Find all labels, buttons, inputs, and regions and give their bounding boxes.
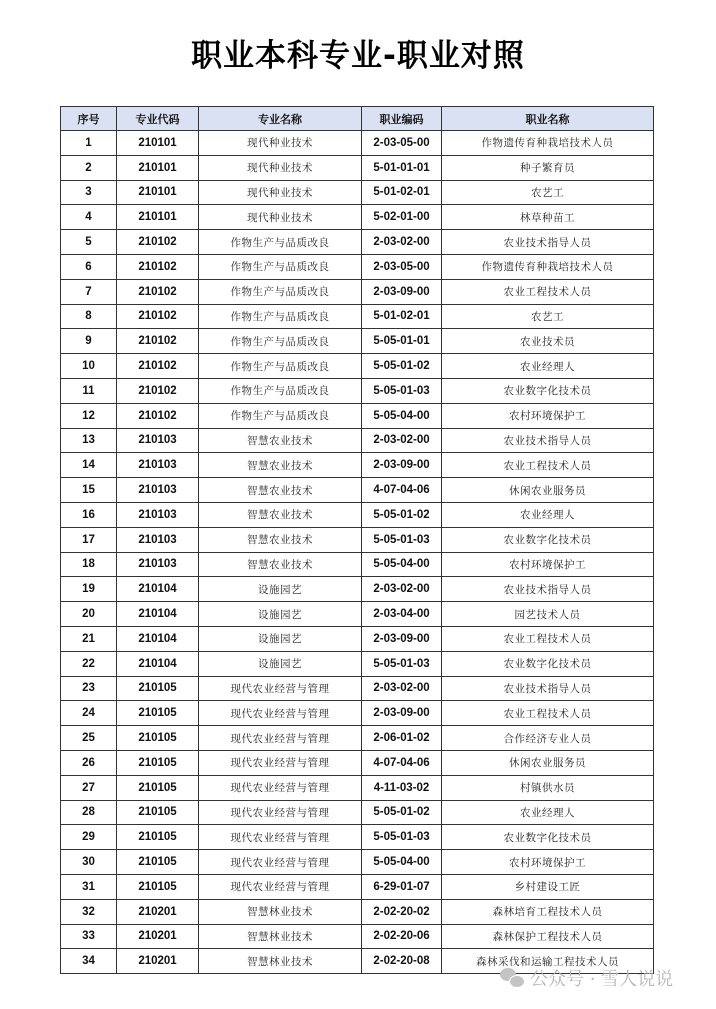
table-row [61,577,654,602]
row-index-cell: 3 [61,180,117,205]
occupation-code-cell: 2-03-05-00 [362,254,442,279]
table-row [61,378,654,403]
occupation-name-cell: 农业技术指导人员 [442,230,654,255]
occupation-name-cell: 作物遗传育种栽培技术人员 [442,131,654,156]
major-code-cell: 210101 [117,155,199,180]
header-index: 序号 [61,107,117,131]
major-name-cell: 现代农业经营与管理 [199,775,362,800]
row-index-cell: 16 [61,502,117,527]
major-name-cell: 作物生产与品质改良 [199,304,362,329]
major-name-cell: 现代农业经营与管理 [199,750,362,775]
row-index-cell: 4 [61,205,117,230]
occupation-code-cell: 2-03-09-00 [362,701,442,726]
row-index-cell: 20 [61,602,117,627]
row-index-cell: 11 [61,378,117,403]
major-code-cell: 210105 [117,775,199,800]
major-name-cell: 作物生产与品质改良 [199,354,362,379]
occupation-code-cell: 4-07-04-06 [362,750,442,775]
major-name-cell: 设施园艺 [199,602,362,627]
occupation-name-cell: 林草种苗工 [442,205,654,230]
table-row [61,329,654,354]
occupation-code-cell: 5-05-01-01 [362,329,442,354]
table-row [61,651,654,676]
table-row [61,850,654,875]
occupation-code-cell: 4-07-04-06 [362,478,442,503]
occupation-name-cell: 森林培育工程技术人员 [442,899,654,924]
row-index-cell: 24 [61,701,117,726]
major-code-cell: 210102 [117,230,199,255]
major-code-cell: 210105 [117,825,199,850]
occupation-name-cell: 农业数字化技术员 [442,825,654,850]
row-index-cell: 33 [61,924,117,949]
table-row [61,552,654,577]
major-code-cell: 210104 [117,626,199,651]
occupation-code-cell: 5-01-01-01 [362,155,442,180]
table-header-row [61,107,654,131]
major-name-cell: 现代农业经营与管理 [199,676,362,701]
table-row [61,701,654,726]
major-code-cell: 210105 [117,874,199,899]
row-index-cell: 26 [61,750,117,775]
major-name-cell: 智慧农业技术 [199,502,362,527]
occupation-name-cell: 农艺工 [442,304,654,329]
occupation-name-cell: 休闲农业服务员 [442,478,654,503]
major-code-cell: 210102 [117,329,199,354]
occupation-code-cell: 2-03-02-00 [362,676,442,701]
major-code-cell: 210101 [117,131,199,156]
table-row [61,254,654,279]
row-index-cell: 14 [61,453,117,478]
major-occupation-table [60,106,654,974]
major-code-cell: 210101 [117,180,199,205]
table-row [61,750,654,775]
table-row [61,800,654,825]
occupation-name-cell: 休闲农业服务员 [442,750,654,775]
occupation-code-cell: 2-03-02-00 [362,577,442,602]
row-index-cell: 1 [61,131,117,156]
table-row [61,527,654,552]
row-index-cell: 7 [61,279,117,304]
major-code-cell: 210103 [117,552,199,577]
table-row [61,205,654,230]
occupation-code-cell: 2-03-05-00 [362,131,442,156]
major-name-cell: 现代种业技术 [199,131,362,156]
wechat-icon [500,968,524,988]
occupation-code-cell: 5-05-01-02 [362,800,442,825]
row-index-cell: 22 [61,651,117,676]
major-code-cell: 210102 [117,354,199,379]
row-index-cell: 19 [61,577,117,602]
table-row [61,453,654,478]
table-row [61,180,654,205]
table-row [61,155,654,180]
major-code-cell: 210104 [117,577,199,602]
occupation-code-cell: 5-01-02-01 [362,180,442,205]
header-occupation-name: 职业名称 [442,107,654,131]
occupation-name-cell: 农业经理人 [442,800,654,825]
watermark-text: 公众号 · 雪人说说 [530,969,674,990]
row-index-cell: 18 [61,552,117,577]
major-name-cell: 设施园艺 [199,651,362,676]
table-row [61,478,654,503]
occupation-name-cell: 农村环境保护工 [442,850,654,875]
occupation-name-cell: 农业技术指导人员 [442,676,654,701]
occupation-name-cell: 合作经济专业人员 [442,726,654,751]
row-index-cell: 34 [61,949,117,974]
major-name-cell: 智慧林业技术 [199,899,362,924]
major-code-cell: 210105 [117,750,199,775]
table-row [61,304,654,329]
occupation-code-cell: 2-03-09-00 [362,279,442,304]
major-name-cell: 现代种业技术 [199,155,362,180]
major-name-cell: 作物生产与品质改良 [199,378,362,403]
occupation-name-cell: 农村环境保护工 [442,403,654,428]
occupation-code-cell: 5-05-01-03 [362,825,442,850]
major-code-cell: 210103 [117,428,199,453]
occupation-code-cell: 5-05-01-03 [362,527,442,552]
occupation-code-cell: 5-05-01-02 [362,354,442,379]
watermark [500,965,673,991]
major-code-cell: 210102 [117,304,199,329]
occupation-name-cell: 森林保护工程技术人员 [442,924,654,949]
major-name-cell: 智慧农业技术 [199,527,362,552]
row-index-cell: 9 [61,329,117,354]
occupation-code-cell: 5-02-01-00 [362,205,442,230]
occupation-code-cell: 5-05-01-03 [362,651,442,676]
major-code-cell: 210103 [117,502,199,527]
occupation-name-cell: 农业经理人 [442,502,654,527]
major-code-cell: 210102 [117,279,199,304]
occupation-code-cell: 4-11-03-02 [362,775,442,800]
major-name-cell: 设施园艺 [199,626,362,651]
major-name-cell: 现代农业经营与管理 [199,850,362,875]
row-index-cell: 27 [61,775,117,800]
major-code-cell: 210201 [117,924,199,949]
major-code-cell: 210105 [117,701,199,726]
occupation-name-cell: 农业数字化技术员 [442,527,654,552]
occupation-code-cell: 2-03-09-00 [362,626,442,651]
table-row [61,428,654,453]
header-occupation-code: 职业编码 [362,107,442,131]
occupation-name-cell: 作物遗传育种栽培技术人员 [442,254,654,279]
major-code-cell: 210104 [117,651,199,676]
row-index-cell: 13 [61,428,117,453]
occupation-name-cell: 农业技术指导人员 [442,577,654,602]
row-index-cell: 12 [61,403,117,428]
occupation-name-cell: 农业技术指导人员 [442,428,654,453]
occupation-code-cell: 2-02-20-08 [362,949,442,974]
row-index-cell: 30 [61,850,117,875]
major-code-cell: 210103 [117,478,199,503]
occupation-code-cell: 2-06-01-02 [362,726,442,751]
major-name-cell: 现代农业经营与管理 [199,800,362,825]
occupation-name-cell: 农艺工 [442,180,654,205]
major-name-cell: 智慧林业技术 [199,949,362,974]
major-name-cell: 智慧农业技术 [199,552,362,577]
occupation-code-cell: 5-05-01-02 [362,502,442,527]
table-row [61,502,654,527]
major-name-cell: 现代种业技术 [199,205,362,230]
occupation-code-cell: 2-03-09-00 [362,453,442,478]
major-name-cell: 智慧林业技术 [199,924,362,949]
major-code-cell: 210104 [117,602,199,627]
major-code-cell: 210101 [117,205,199,230]
major-code-cell: 210105 [117,800,199,825]
major-name-cell: 作物生产与品质改良 [199,230,362,255]
major-name-cell: 现代农业经营与管理 [199,701,362,726]
table-row [61,230,654,255]
occupation-code-cell: 5-05-04-00 [362,403,442,428]
occupation-name-cell: 村镇供水员 [442,775,654,800]
major-name-cell: 智慧农业技术 [199,453,362,478]
major-code-cell: 210103 [117,453,199,478]
occupation-code-cell: 2-03-02-00 [362,230,442,255]
table-row [61,924,654,949]
occupation-name-cell: 森林采伐和运输工程技术人员 [442,949,654,974]
occupation-name-cell: 农业工程技术人员 [442,453,654,478]
row-index-cell: 6 [61,254,117,279]
occupation-code-cell: 2-02-20-06 [362,924,442,949]
table-row [61,131,654,156]
occupation-code-cell: 5-05-04-00 [362,850,442,875]
major-code-cell: 210103 [117,527,199,552]
table-row [61,899,654,924]
major-code-cell: 210102 [117,378,199,403]
major-name-cell: 作物生产与品质改良 [199,279,362,304]
occupation-name-cell: 农业数字化技术员 [442,378,654,403]
table-row [61,775,654,800]
major-code-cell: 210105 [117,850,199,875]
table-row [61,602,654,627]
major-name-cell: 作物生产与品质改良 [199,329,362,354]
table-row [61,825,654,850]
occupation-name-cell: 农业工程技术人员 [442,626,654,651]
major-code-cell: 210102 [117,403,199,428]
occupation-code-cell: 5-05-01-03 [362,378,442,403]
row-index-cell: 10 [61,354,117,379]
occupation-name-cell: 农村环境保护工 [442,552,654,577]
row-index-cell: 15 [61,478,117,503]
table-row [61,403,654,428]
occupation-code-cell: 5-05-04-00 [362,552,442,577]
major-name-cell: 设施园艺 [199,577,362,602]
occupation-code-cell: 2-03-02-00 [362,428,442,453]
header-major-code: 专业代码 [117,107,199,131]
major-code-cell: 210201 [117,949,199,974]
major-name-cell: 现代种业技术 [199,180,362,205]
occupation-name-cell: 农业工程技术人员 [442,701,654,726]
major-code-cell: 210201 [117,899,199,924]
row-index-cell: 2 [61,155,117,180]
row-index-cell: 21 [61,626,117,651]
major-name-cell: 智慧农业技术 [199,428,362,453]
major-name-cell: 现代农业经营与管理 [199,825,362,850]
row-index-cell: 31 [61,874,117,899]
table-row [61,354,654,379]
row-index-cell: 17 [61,527,117,552]
occupation-code-cell: 2-03-04-00 [362,602,442,627]
table-row [61,676,654,701]
occupation-code-cell: 2-02-20-02 [362,899,442,924]
row-index-cell: 28 [61,800,117,825]
occupation-name-cell: 农业数字化技术员 [442,651,654,676]
major-name-cell: 智慧农业技术 [199,478,362,503]
occupation-code-cell: 6-29-01-07 [362,874,442,899]
occupation-code-cell: 5-01-02-01 [362,304,442,329]
major-code-cell: 210102 [117,254,199,279]
row-index-cell: 5 [61,230,117,255]
occupation-name-cell: 园艺技术人员 [442,602,654,627]
major-name-cell: 现代农业经营与管理 [199,874,362,899]
major-code-cell: 210105 [117,676,199,701]
occupation-name-cell: 农业工程技术人员 [442,279,654,304]
occupation-name-cell: 农业技术员 [442,329,654,354]
major-name-cell: 现代农业经营与管理 [199,726,362,751]
occupation-name-cell: 农业经理人 [442,354,654,379]
table-row [61,626,654,651]
major-code-cell: 210105 [117,726,199,751]
occupation-name-cell: 乡村建设工匠 [442,874,654,899]
row-index-cell: 23 [61,676,117,701]
table-row [61,874,654,899]
row-index-cell: 8 [61,304,117,329]
row-index-cell: 32 [61,899,117,924]
header-major-name: 专业名称 [199,107,362,131]
major-name-cell: 作物生产与品质改良 [199,403,362,428]
page-title: 职业本科专业-职业对照 [191,38,525,74]
major-name-cell: 作物生产与品质改良 [199,254,362,279]
table-row [61,279,654,304]
table-row [61,726,654,751]
row-index-cell: 29 [61,825,117,850]
occupation-name-cell: 种子繁育员 [442,155,654,180]
row-index-cell: 25 [61,726,117,751]
